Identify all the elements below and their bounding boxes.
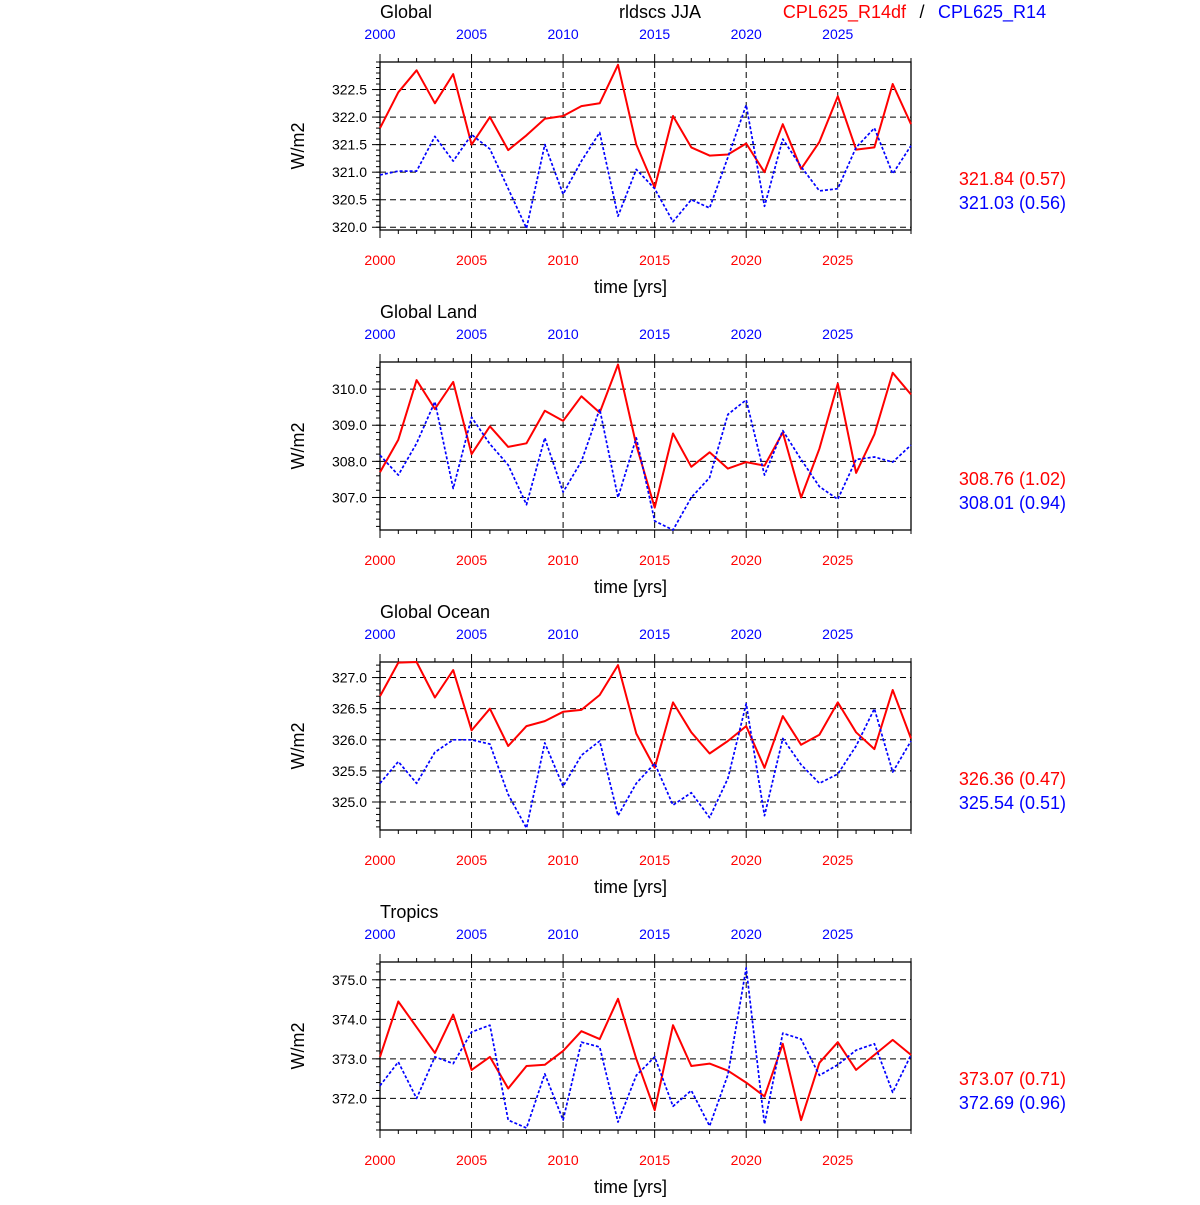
header-separator: / (919, 2, 925, 22)
y-tick-label: 374.0 (331, 1011, 367, 1028)
summary-stat-exp1: 321.84 (0.57) (958, 169, 1066, 189)
panels-group (288, 2, 1066, 1197)
y-tick-label: 321.5 (331, 136, 367, 153)
x-tick-label-bottom: 2010 (547, 552, 579, 568)
panel-title: Tropics (380, 902, 439, 922)
x-tick-label-bottom: 2010 (547, 852, 579, 868)
x-axis-label: time [yrs] (593, 1177, 668, 1197)
x-tick-label-bottom: 2020 (730, 1152, 762, 1168)
panel-title: Global (380, 2, 433, 22)
header-exp1-label: CPL625_R14df (782, 2, 906, 22)
y-tick-label: 320.0 (331, 219, 367, 236)
y-tick-label: 309.0 (331, 417, 367, 434)
x-tick-label-top: 2005 (455, 326, 488, 342)
header-variable: rldscs JJA (618, 2, 702, 22)
x-tick-label-bottom: 2005 (455, 252, 488, 268)
x-tick-label-top: 2010 (547, 926, 579, 942)
summary-stat-exp2: 325.54 (0.51) (958, 793, 1066, 813)
summary-stat-exp2: 372.69 (0.96) (958, 1093, 1066, 1113)
x-tick-label-top: 2025 (822, 926, 854, 942)
x-tick-label-bottom: 2000 (364, 552, 396, 568)
y-tick-label: 326.5 (331, 700, 367, 717)
header-exp2-label: CPL625_R14 (938, 2, 1047, 22)
x-axis-label: time [yrs] (593, 577, 668, 597)
y-axis-label: W/m2 (288, 1022, 308, 1070)
x-tick-label-top: 2020 (730, 626, 762, 642)
x-tick-label-bottom: 2020 (730, 252, 762, 268)
y-axis-label: W/m2 (288, 422, 308, 470)
y-axis-label: W/m2 (288, 122, 308, 170)
x-tick-label-top: 2020 (730, 926, 762, 942)
x-tick-label-top: 2025 (822, 626, 854, 642)
chart-panel (288, 902, 1066, 1197)
chart-panel (288, 302, 1066, 597)
summary-stat-exp2: 321.03 (0.56) (958, 193, 1066, 213)
x-tick-label-top: 2020 (730, 26, 762, 42)
x-tick-label-top: 2015 (639, 626, 671, 642)
y-axis-label: W/m2 (288, 722, 308, 770)
x-tick-label-top: 2010 (547, 626, 579, 642)
x-tick-label-top: 2015 (639, 26, 671, 42)
series-line-exp1 (380, 365, 911, 508)
chart-panel (288, 2, 1066, 297)
y-tick-label: 321.0 (331, 164, 367, 181)
y-tick-label: 322.0 (331, 109, 367, 126)
panel-title: Global Ocean (380, 602, 491, 622)
y-tick-label: 325.5 (331, 762, 367, 779)
plot-frame (380, 62, 911, 230)
x-tick-label-top: 2025 (822, 26, 854, 42)
x-tick-label-bottom: 2000 (364, 1152, 396, 1168)
x-tick-label-bottom: 2025 (822, 852, 854, 868)
x-tick-label-bottom: 2000 (364, 852, 396, 868)
y-tick-label: 307.0 (331, 489, 367, 506)
x-tick-label-top: 2015 (639, 926, 671, 942)
x-tick-label-top: 2015 (639, 326, 671, 342)
y-tick-label: 322.5 (331, 81, 367, 98)
x-tick-label-bottom: 2015 (639, 552, 671, 568)
x-tick-label-bottom: 2025 (822, 552, 854, 568)
x-tick-label-bottom: 2010 (547, 1152, 579, 1168)
y-tick-label: 310.0 (331, 381, 367, 398)
x-tick-label-top: 2025 (822, 326, 854, 342)
x-tick-label-bottom: 2020 (730, 852, 762, 868)
x-axis-label: time [yrs] (593, 277, 668, 297)
x-tick-label-bottom: 2015 (639, 852, 671, 868)
y-tick-label: 325.0 (331, 794, 367, 810)
x-tick-label-bottom: 2010 (547, 252, 579, 268)
chart-panel (288, 602, 1066, 897)
x-tick-label-top: 2000 (364, 926, 396, 942)
x-tick-label-top: 2010 (547, 26, 579, 42)
y-tick-label: 375.0 (331, 971, 367, 988)
x-tick-label-bottom: 2020 (730, 552, 762, 568)
x-axis-label: time [yrs] (593, 877, 668, 897)
series-line-exp2 (380, 400, 911, 530)
plot-frame (380, 962, 911, 1130)
series-line-exp2 (380, 704, 911, 828)
x-tick-label-top: 2005 (455, 26, 488, 42)
plot-frame (380, 362, 911, 530)
x-tick-label-top: 2000 (364, 26, 396, 42)
x-tick-label-bottom: 2005 (455, 552, 488, 568)
y-tick-label: 372.0 (331, 1090, 367, 1107)
x-tick-label-top: 2020 (730, 326, 762, 342)
panel-title: Global Land (380, 302, 478, 322)
x-tick-label-bottom: 2005 (455, 852, 488, 868)
summary-stat-exp1: 308.76 (1.02) (958, 469, 1066, 489)
x-tick-label-top: 2000 (364, 626, 396, 642)
summary-stat-exp1: 373.07 (0.71) (958, 1069, 1066, 1089)
summary-stat-exp1: 326.36 (0.47) (958, 769, 1066, 789)
summary-stat-exp2: 308.01 (0.94) (958, 493, 1066, 513)
x-tick-label-bottom: 2015 (639, 252, 671, 268)
x-tick-label-top: 2005 (455, 926, 488, 942)
series-line-exp1 (380, 65, 911, 188)
y-tick-label: 327.0 (331, 669, 367, 686)
y-tick-label: 373.0 (331, 1050, 367, 1067)
y-tick-label: 320.5 (331, 191, 367, 208)
x-tick-label-top: 2005 (455, 626, 488, 642)
x-tick-label-bottom: 2025 (822, 252, 854, 268)
x-tick-label-bottom: 2015 (639, 1152, 671, 1168)
plot-frame (380, 662, 911, 830)
y-tick-label: 326.0 (331, 731, 367, 748)
y-tick-label: 308.0 (331, 453, 367, 470)
series-line-exp1 (380, 999, 911, 1120)
x-tick-label-top: 2010 (547, 326, 579, 342)
x-tick-label-top: 2000 (364, 326, 396, 342)
x-tick-label-bottom: 2000 (364, 252, 396, 268)
x-tick-label-bottom: 2005 (455, 1152, 488, 1168)
x-tick-label-bottom: 2025 (822, 1152, 854, 1168)
